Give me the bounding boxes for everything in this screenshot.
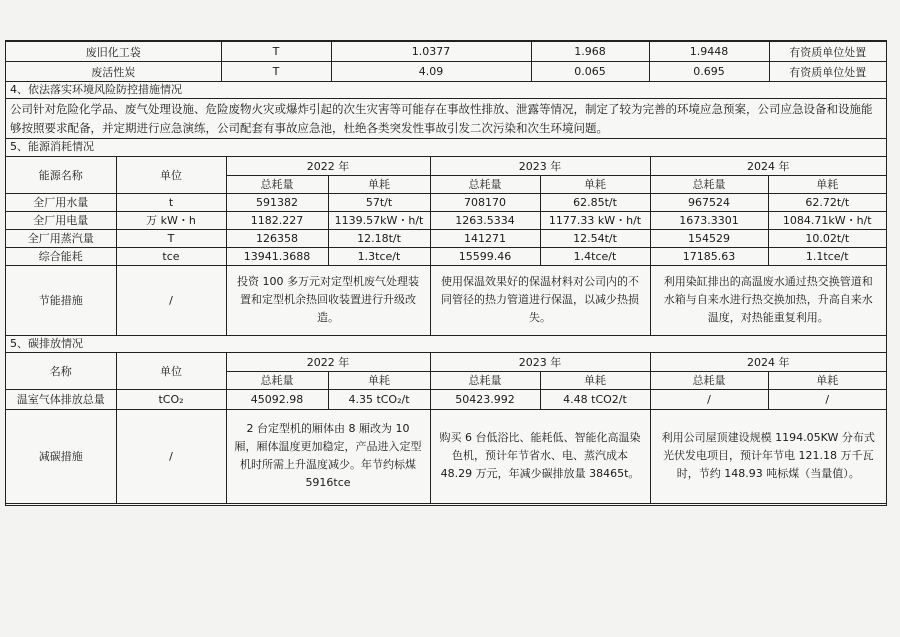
section-4-title: 4、依法落实环境风险防控措施情况 (6, 81, 886, 99)
carbon-name: 温室气体排放总量 (6, 389, 116, 409)
section-4-body: 公司针对危险化学品、废气处理设施、危险废物火灾或爆炸引起的次生灾害等可能存在事故性排放、泄露等情况，制定了较为完善的环境应急预案，公司应急设备和设施能够按照要求配备，并定期进行应急演练，公司配套有事故应急池，杜绝各类突发性事故引发二次污染和次生环境问题。 (6, 99, 886, 139)
energy-measure-2023: 使用保温效果好的保温材料对公司内的不同管径的热力管道进行保温，以减少热损失。 (430, 265, 650, 335)
section-carbon-title: 5、碳排放情况 (6, 335, 886, 353)
unit-2024: / (768, 389, 886, 409)
sub-header-unit: 单耗 (328, 371, 430, 389)
total-2024: 967524 (650, 193, 768, 211)
waste-name: 废旧化工袋 (6, 42, 221, 62)
sub-header-unit: 单耗 (768, 175, 886, 193)
energy-name: 全厂用蒸汽量 (6, 229, 116, 247)
unit-2023: 1.4tce/t (540, 247, 650, 265)
unit-2023: 1177.33 kW・h/t (540, 211, 650, 229)
col-header-name: 名称 (6, 353, 116, 389)
energy-measure-2024: 利用染缸排出的高温废水通过热交换管道和水箱与自来水进行热交换加热，升高自来水温度，对热能重复利用。 (650, 265, 886, 335)
table-row (6, 229, 886, 247)
unit-2023: 62.85t/t (540, 193, 650, 211)
sub-header-unit: 单耗 (768, 371, 886, 389)
total-2023: 708170 (430, 193, 540, 211)
measures-label: 减碳措施 (6, 409, 116, 503)
unit-2022: 1.3tce/t (328, 247, 430, 265)
total-2023: 1263.5334 (430, 211, 540, 229)
energy-name: 全厂用电量 (6, 211, 116, 229)
total-2024: 17185.63 (650, 247, 768, 265)
year-header: 2023 年 (430, 157, 650, 175)
measures-unit: / (116, 265, 226, 335)
table-row (6, 211, 886, 229)
measures-label: 节能措施 (6, 265, 116, 335)
section-5-title: 5、能源消耗情况 (6, 139, 886, 157)
total-2022: 45092.98 (226, 389, 328, 409)
total-2024: 1673.3301 (650, 211, 768, 229)
carbon-measure-2023: 购买 6 台低浴比、能耗低、智能化高温染色机，预计年节省水、电、蒸汽成本 48.29 万元，年减少碳排放量 38465t。 (430, 409, 650, 503)
table-row (6, 409, 886, 503)
col-header-unit: 单位 (116, 157, 226, 193)
sub-header-total: 总耗量 (650, 175, 768, 193)
table-row (6, 193, 886, 211)
waste-value-2023: 0.065 (531, 62, 649, 82)
energy-unit: tce (116, 247, 226, 265)
total-2023: 15599.46 (430, 247, 540, 265)
carbon-measure-2022: 2 台定型机的厢体由 8 厢改为 10 厢，厢体温度更加稳定，产品进入定型机时所需上升温度减少。年节约标煤 5916tce (226, 409, 430, 503)
energy-name: 全厂用水量 (6, 193, 116, 211)
energy-measure-2022: 投资 100 多万元对定型机废气处理装置和定型机余热回收装置进行升级改造。 (226, 265, 430, 335)
waste-value-2022: 1.0377 (331, 42, 531, 62)
total-2022: 1182.227 (226, 211, 328, 229)
unit-2022: 1139.57kW・h/t (328, 211, 430, 229)
sub-header-unit: 单耗 (540, 175, 650, 193)
energy-name: 综合能耗 (6, 247, 116, 265)
table-row (6, 62, 886, 82)
total-2022: 591382 (226, 193, 328, 211)
total-2024: 154529 (650, 229, 768, 247)
waste-name: 废活性炭 (6, 62, 221, 82)
energy-unit: 万 kW・h (116, 211, 226, 229)
unit-2024: 62.72t/t (768, 193, 886, 211)
sub-header-unit: 单耗 (540, 371, 650, 389)
year-header: 2022 年 (226, 353, 430, 371)
unit-2024: 1084.71kW・h/t (768, 211, 886, 229)
total-2022: 13941.3688 (226, 247, 328, 265)
waste-value-2024: 1.9448 (649, 42, 769, 62)
waste-unit: T (221, 42, 331, 62)
unit-2023: 4.48 tCO2/t (540, 389, 650, 409)
energy-unit: T (116, 229, 226, 247)
table-row (6, 265, 886, 335)
waste-value-2022: 4.09 (331, 62, 531, 82)
col-header-name: 能源名称 (6, 157, 116, 193)
unit-2022: 4.35 tCO₂/t (328, 389, 430, 409)
col-header-unit: 单位 (116, 353, 226, 389)
energy-table (6, 157, 886, 336)
unit-2022: 57t/t (328, 193, 430, 211)
year-header: 2022 年 (226, 157, 430, 175)
unit-2023: 12.54t/t (540, 229, 650, 247)
sub-header-total: 总耗量 (226, 371, 328, 389)
table-row (6, 389, 886, 409)
carbon-measure-2024: 利用公司屋顶建设规模 1194.05KW 分布式光伏发电项目，预计年节电 121.18 万千瓦时，节约 148.93 吨标煤（当量值）。 (650, 409, 886, 503)
measures-unit: / (116, 409, 226, 503)
table-row (6, 42, 886, 62)
carbon-unit: tCO₂ (116, 389, 226, 409)
total-2024: / (650, 389, 768, 409)
sub-header-total: 总耗量 (430, 371, 540, 389)
waste-handling: 有资质单位处置 (769, 42, 886, 62)
carbon-table (6, 353, 886, 504)
total-2023: 50423.992 (430, 389, 540, 409)
waste-unit: T (221, 62, 331, 82)
year-header: 2024 年 (650, 353, 886, 371)
energy-unit: t (116, 193, 226, 211)
total-2023: 141271 (430, 229, 540, 247)
waste-handling: 有资质单位处置 (769, 62, 886, 82)
unit-2024: 1.1tce/t (768, 247, 886, 265)
table-row (6, 247, 886, 265)
waste-value-2024: 0.695 (649, 62, 769, 82)
sub-header-total: 总耗量 (430, 175, 540, 193)
waste-table (6, 41, 886, 82)
year-header: 2024 年 (650, 157, 886, 175)
unit-2024: 10.02t/t (768, 229, 886, 247)
waste-value-2023: 1.968 (531, 42, 649, 62)
table-row (6, 157, 886, 175)
year-header: 2023 年 (430, 353, 650, 371)
sub-header-total: 总耗量 (650, 371, 768, 389)
sub-header-total: 总耗量 (226, 175, 328, 193)
table-row (6, 353, 886, 371)
unit-2022: 12.18t/t (328, 229, 430, 247)
total-2022: 126358 (226, 229, 328, 247)
document-page (5, 40, 887, 506)
sub-header-unit: 单耗 (328, 175, 430, 193)
